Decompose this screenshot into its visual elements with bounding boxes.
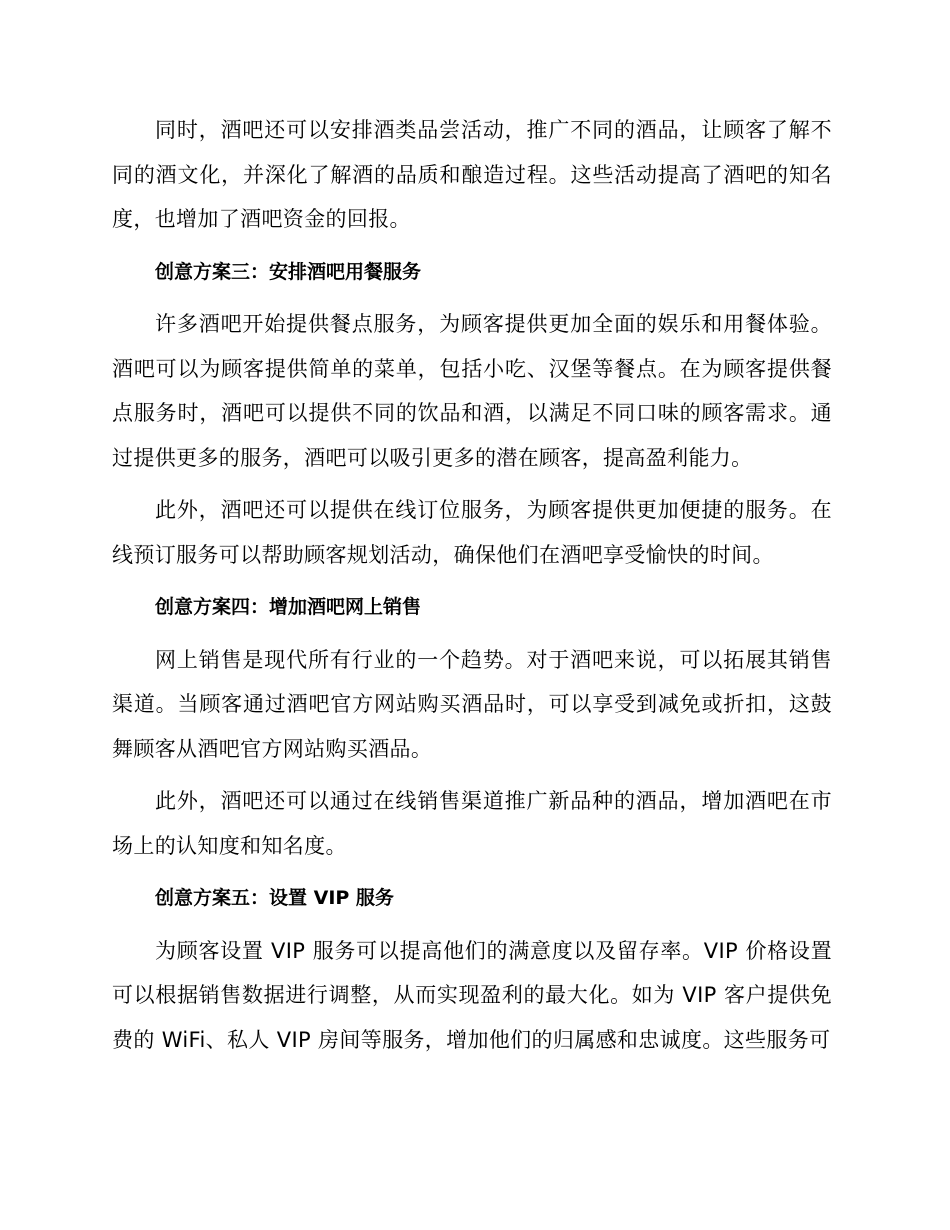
paragraph-online-sales: 网上销售是现代所有行业的一个趋势。对于酒吧来说，可以拓展其销售渠道。当顾客通过酒吧官方网站购买酒品时，可以享受到减免或折扣，这鼓舞顾客从酒吧官方网站购买酒品。: [112, 647, 832, 761]
spacer: [112, 921, 832, 929]
spacer: [112, 294, 832, 302]
spacer: [112, 577, 832, 585]
heading-plan-five: 创意方案五：设置 VIP 服务: [155, 887, 394, 909]
spacer: [112, 480, 832, 488]
heading-plan-three: 创意方案三：安排酒吧用餐服务: [155, 260, 422, 283]
heading-plan-four: 创意方案四：增加酒吧网上销售: [155, 596, 422, 618]
spacer: [112, 630, 832, 638]
paragraph-tasting-events: 同时，酒吧还可以安排酒类品尝活动，推广不同的酒品，让顾客了解不同的酒文化，并深化了解酒的品质和酿造过程。这些活动提高了酒吧的知名度，也增加了酒吧资金的回报。: [112, 118, 832, 231]
spacer: [112, 242, 832, 250]
spacer: [112, 868, 832, 876]
paragraph-online-booking: 此外，酒吧还可以提供在线订位服务，为顾客提供更加便捷的服务。在线预订服务可以帮助顾客规划活动，确保他们在酒吧享受愉快的时间。: [112, 498, 832, 567]
spacer: [112, 771, 832, 779]
paragraph-dining-service: 许多酒吧开始提供餐点服务，为顾客提供更加全面的娱乐和用餐体验。酒吧可以为顾客提供简单的菜单，包括小吃、汉堡等餐点。在为顾客提供餐点服务时，酒吧可以提供不同的饮品和酒，以满足不同口味的顾客需求。通过提供更多的服务，酒吧可以吸引更多的潜在顾客，提高盈利能力。: [112, 312, 832, 470]
document-page: [112, 108, 832, 1062]
paragraph-vip-service: 为顾客设置 VIP 服务可以提高他们的满意度以及留存率。VIP 价格设置可以根据销售数据进行调整，从而实现盈利的最大化。如为 VIP 客户提供免费的 WiFi、私人 VIP 房间等服务，增加他们的归属感和忠诚度。这些服务可: [112, 938, 832, 1052]
paragraph-new-products: 此外，酒吧还可以通过在线销售渠道推广新品种的酒品，增加酒吧在市场上的认知度和知名度。: [112, 789, 832, 858]
